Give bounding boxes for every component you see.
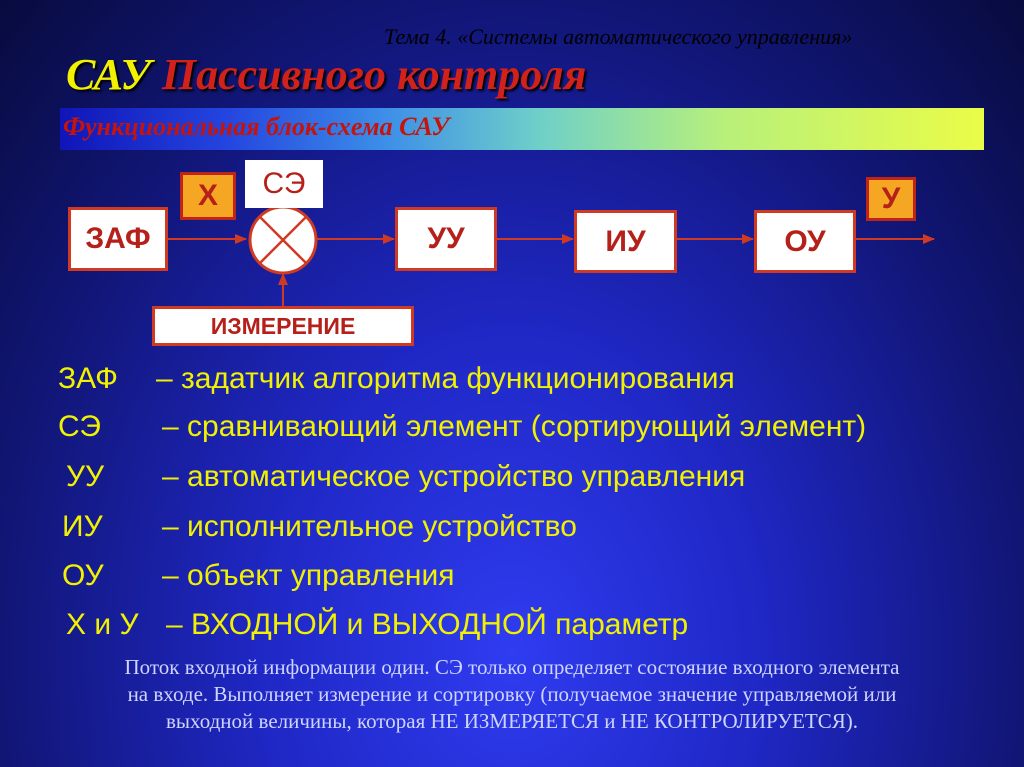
definition-desc: – объект управления: [162, 559, 455, 592]
footnote-line: Поток входной информации один. СЭ только определяет состояние входного элемента: [124, 655, 900, 679]
block-uu: УУ: [395, 207, 497, 271]
comparator-label: СЭ: [245, 160, 323, 208]
definition-row: [66, 608, 689, 642]
definition-row: [58, 410, 867, 444]
block-measurement: ИЗМЕРЕНИЕ: [152, 306, 414, 346]
definition-term: ИУ: [62, 510, 103, 543]
definition-row: [62, 510, 577, 544]
topic-header: Тема 4. «Системы автоматического управления»: [384, 24, 853, 49]
definition-term: СЭ: [58, 410, 101, 443]
footnote-line: на входе. Выполняет измерение и сортировку (получаемое значение управляемой или: [127, 682, 897, 706]
definition-term: УУ: [66, 460, 105, 493]
title-rest: Пассивного контроля: [161, 50, 587, 99]
subtitle: Функциональная блок-схема САУ: [63, 112, 450, 141]
block-zaf: ЗАФ: [68, 207, 168, 271]
definition-term: ОУ: [62, 559, 104, 592]
definition-term: Х и У: [66, 608, 139, 641]
definition-desc: – автоматическое устройство управления: [162, 460, 746, 493]
definition-row: [58, 362, 735, 396]
page-title: [66, 49, 586, 100]
definition-row: [66, 460, 746, 494]
definition-row: [62, 559, 455, 593]
comparator-circle: [250, 207, 316, 273]
definition-desc: – сравнивающий элемент (сортирующий элемент): [162, 410, 867, 443]
footnote: [0, 654, 1024, 735]
block-ou: ОУ: [754, 210, 856, 273]
definition-desc: – исполнительное устройство: [162, 510, 577, 543]
input-label-x: Х: [180, 172, 236, 220]
footnote-line: выходной величины, которая НЕ ИЗМЕРЯЕТСЯ и НЕ КОНТРОЛИРУЕТСЯ).: [166, 709, 858, 733]
definition-desc: – задатчик алгоритма функционирования: [156, 362, 735, 395]
definition-term: ЗАФ: [58, 362, 118, 395]
definition-desc: – ВХОДНОЙ и ВЫХОДНОЙ параметр: [166, 608, 689, 641]
output-label-y: У: [866, 177, 916, 221]
block-iu: ИУ: [574, 210, 677, 273]
title-abbrev: САУ: [66, 50, 151, 99]
